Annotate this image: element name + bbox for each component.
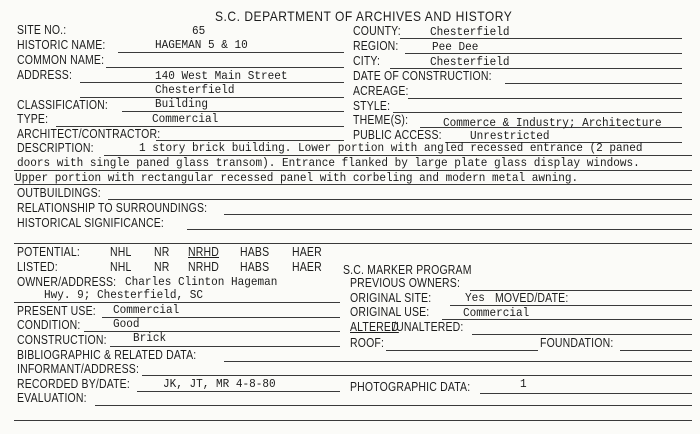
owner-line2-value: Hwy. 9; Chesterfield, SC xyxy=(44,288,204,302)
description-line3-value: Upper portion with rectangular recessed panel with corbeling and modern metal awning. xyxy=(15,171,579,185)
description-label: DESCRIPTION: xyxy=(17,141,94,155)
style-label: STYLE: xyxy=(353,99,391,113)
listed-nrhd: NRHD xyxy=(188,260,220,274)
roof-line xyxy=(386,350,538,351)
recorded-by-line xyxy=(137,391,340,392)
historical-significance-line-2 xyxy=(14,243,692,244)
condition-label: CONDITION: xyxy=(17,318,81,332)
bibliographic-line xyxy=(224,361,692,362)
themes-value: Commerce & Industry; Architecture xyxy=(443,116,662,130)
evaluation-line-1 xyxy=(95,405,692,406)
type-value: Commercial xyxy=(152,112,219,126)
potential-habs: HABS xyxy=(240,245,270,259)
listed-label: LISTED: xyxy=(17,260,58,274)
altered-label: ALTERED xyxy=(350,320,399,334)
city-value: Chesterfield xyxy=(430,55,510,69)
address-line-2 xyxy=(80,97,344,98)
present-use-label: PRESENT USE: xyxy=(17,304,96,318)
construction-value: Brick xyxy=(133,331,167,345)
description-line1-value: 1 story brick building. Lower portion with angled recessed entrance (2 paned xyxy=(139,141,643,155)
date-of-construction-label: DATE OF CONSTRUCTION: xyxy=(353,69,492,83)
architect-label: ARCHITECT/CONTRACTOR: xyxy=(17,127,161,141)
potential-nrhd: NRHD xyxy=(188,245,220,259)
photographic-data-line xyxy=(480,393,692,394)
recorded-by-value: JK, JT, MR 4-8-80 xyxy=(163,377,276,391)
acreage-label: ACREAGE: xyxy=(353,84,409,98)
relationship-label: RELATIONSHIP TO SURROUNDINGS: xyxy=(17,201,208,215)
historical-significance-line-1 xyxy=(187,229,692,230)
original-site-label: ORIGINAL SITE: xyxy=(350,291,432,305)
historical-significance-label: HISTORICAL SIGNIFICANCE: xyxy=(17,216,164,230)
region-value: Pee Dee xyxy=(432,40,479,54)
listed-haer: HAER xyxy=(292,260,322,274)
foundation-label: FOUNDATION: xyxy=(540,336,614,350)
potential-haer: HAER xyxy=(292,245,322,259)
evaluation-line-2 xyxy=(14,420,692,421)
roof-label: ROOF: xyxy=(350,336,385,350)
county-label: COUNTY: xyxy=(353,24,401,38)
original-use-value: Commercial xyxy=(463,306,530,320)
form-title: S.C. DEPARTMENT OF ARCHIVES AND HISTORY xyxy=(215,8,513,24)
classification-value: Building xyxy=(155,97,209,111)
historic-name-value: HAGEMAN 5 & 10 xyxy=(155,38,248,52)
previous-owners-label: PREVIOUS OWNERS: xyxy=(350,276,461,290)
potential-nr: NR xyxy=(154,245,170,259)
owner-line1-value: Charles Clinton Hageman xyxy=(125,275,278,289)
photographic-data-label: PHOTOGRAPHIC DATA: xyxy=(350,380,471,394)
public-access-value: Unrestricted xyxy=(470,129,550,143)
present-use-value: Commercial xyxy=(113,303,180,317)
altered-line xyxy=(472,334,692,335)
marker-program-label: S.C. MARKER PROGRAM xyxy=(343,263,472,277)
listed-nr: NR xyxy=(154,260,170,274)
outbuildings-line xyxy=(108,199,692,200)
address-line1-value: 140 West Main Street xyxy=(155,69,288,83)
condition-value: Good xyxy=(113,317,140,331)
owner-address-label: OWNER/ADDRESS: xyxy=(17,275,117,289)
region-label: REGION: xyxy=(353,39,399,53)
themes-label: THEME(S): xyxy=(353,113,409,127)
address-label: ADDRESS: xyxy=(17,68,73,82)
unaltered-label: /UNALTERED: xyxy=(393,320,464,334)
type-label: TYPE: xyxy=(17,112,49,126)
listed-habs: HABS xyxy=(240,260,270,274)
historic-name-line xyxy=(118,52,344,53)
potential-label: POTENTIAL: xyxy=(17,245,80,259)
foundation-line xyxy=(620,350,692,351)
construction-label: CONSTRUCTION: xyxy=(17,333,107,347)
style-line xyxy=(393,112,682,113)
acreage-line xyxy=(408,98,682,99)
county-value: Chesterfield xyxy=(430,25,510,39)
informant-label: INFORMANT/ADDRESS: xyxy=(17,362,140,376)
common-name-label: COMMON NAME: xyxy=(17,53,105,67)
classification-label: CLASSIFICATION: xyxy=(17,98,109,112)
construction-line xyxy=(110,346,340,347)
condition-line xyxy=(84,331,340,332)
photographic-data-value: 1 xyxy=(520,377,527,391)
evaluation-label: EVALUATION: xyxy=(17,391,87,405)
informant-line xyxy=(142,375,692,376)
relationship-line xyxy=(224,214,692,215)
common-name-line xyxy=(106,67,344,68)
historic-name-label: HISTORIC NAME: xyxy=(17,38,106,52)
site-no-label: SITE NO.: xyxy=(17,23,67,37)
original-use-label: ORIGINAL USE: xyxy=(350,305,430,319)
public-access-label: PUBLIC ACCESS: xyxy=(353,128,442,142)
city-label: CITY: xyxy=(353,54,381,68)
listed-nhl: NHL xyxy=(110,260,132,274)
recorded-by-label: RECORDED BY/DATE: xyxy=(17,377,130,391)
potential-nhl: NHL xyxy=(110,245,132,259)
description-line2-value: doors with single paned glass transom). Entrance flanked by large plate glass display windows. xyxy=(17,156,640,170)
moved-date-label: MOVED/DATE: xyxy=(495,291,569,305)
bibliographic-label: BIBLIOGRAPHIC & RELATED DATA: xyxy=(17,348,197,362)
site-no-value: 65 xyxy=(192,24,206,38)
original-site-value: Yes xyxy=(465,291,485,305)
date-of-construction-line xyxy=(505,83,682,84)
address-line2-value: Chesterfield xyxy=(155,83,235,97)
outbuildings-label: OUTBUILDINGS: xyxy=(17,186,101,200)
